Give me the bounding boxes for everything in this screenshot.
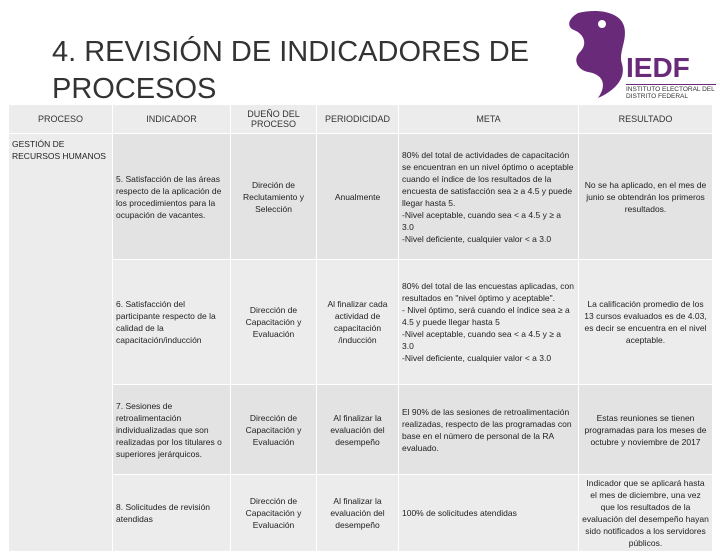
proceso-cell: GESTIÓN DE RECURSOS HUMANOS — [9, 134, 113, 552]
periodicidad-cell: Anualmente — [317, 134, 399, 260]
table-row — [9, 134, 713, 260]
resultado-cell: Estas reuniones se tienen programadas para los meses de octubre y noviembre de 2017 — [579, 385, 713, 475]
resultado-cell: Indicador que se aplicará hasta el mes de diciembre, una vez que los resultados de la evaluación del desempeño hayan sido notificados a los servidores públicos. — [579, 475, 713, 552]
table-header-row — [9, 105, 713, 134]
table-row — [9, 385, 713, 475]
header-periodicidad: PERIODICIDAD — [317, 105, 399, 134]
logo-text — [626, 54, 716, 100]
logo-name: IEDF — [626, 52, 690, 83]
resultado-cell: La calificación promedio de los 13 cursos evaluados es de 4.03, es decir se encuentra en el nivel aceptable. — [579, 260, 713, 385]
indicador-cell: 7. Sesiones de retroalimentación individualizadas que son realizadas por los titulares o superiores jerárquicos. — [113, 385, 231, 475]
header-resultado: RESULTADO — [579, 105, 713, 134]
meta-cell: 80% del total de actividades de capacitación se encuentran en un nivel óptimo o aceptable cuando el índice de los resultados de la encuesta de satisfacción sea ≥ a 4.5 y puede llegar hasta 5. -Nivel aceptable, cuando sea < a 4.5 y ≥ a 3.0 -Nivel deficiente, cualquier valor < a 3.0 — [399, 134, 579, 260]
header-meta: META — [399, 105, 579, 134]
table-row — [9, 260, 713, 385]
indicador-cell: 8. Solicitudes de revisión atendidas — [113, 475, 231, 552]
header-indicador: INDICADOR — [113, 105, 231, 134]
dueno-cell: Dirección de Capacitación y Evaluación — [231, 475, 317, 552]
page-title: 4. REVISIÓN DE INDICADORES DE PROCESOS — [52, 36, 529, 105]
header-dueno: DUEÑO DEL PROCESO — [231, 105, 317, 134]
indicador-cell: 6. Satisfacción del participante respecto de la calidad de la capacitación/inducción — [113, 260, 231, 385]
dueno-cell: Direción de Reclutamiento y Selección — [231, 134, 317, 260]
meta-cell: 80% del total de las encuestas aplicadas, con resultados en "nivel óptimo y aceptable". - Nivel óptimo, será cuando el índice sea ≥ a 4.5 y puede llegar hasta 5 -Nivel aceptable, cuando sea < a 4.5 y ≥ a 3.0 -Nivel deficiente, cualquier valor < a 3.0 — [399, 260, 579, 385]
resultado-cell: No se ha aplicado, en el mes de junio se obtendrán los primeros resultados. — [579, 134, 713, 260]
meta-cell: El 90% de las sesiones de retroalimentación realizadas, respecto de las programadas con base en el número de personal de la RA evaluado. — [399, 385, 579, 475]
header-proceso: PROCESO — [9, 105, 113, 134]
periodicidad-cell: Al finalizar la evaluación del desempeño — [317, 385, 399, 475]
periodicidad-cell: Al finalizar la evaluación del desempeño — [317, 475, 399, 552]
indicators-table — [8, 104, 713, 552]
dueno-cell: Dirección de Capacitación y Evaluación — [231, 385, 317, 475]
indicador-cell: 5. Satisfacción de las áreas respecto de la aplicación de los procedimientos para la ocupación de vacantes. — [113, 134, 231, 260]
dueno-cell: Dirección de Capacitación y Evaluación — [231, 260, 317, 385]
logo-subtitle: INSTITUTO ELECTORAL DEL DISTRITO FEDERAL — [626, 86, 715, 100]
periodicidad-cell: Al finalizar cada actividad de capacitación /inducción — [317, 260, 399, 385]
meta-cell: 100% de solicitudes atendidas — [399, 475, 579, 552]
